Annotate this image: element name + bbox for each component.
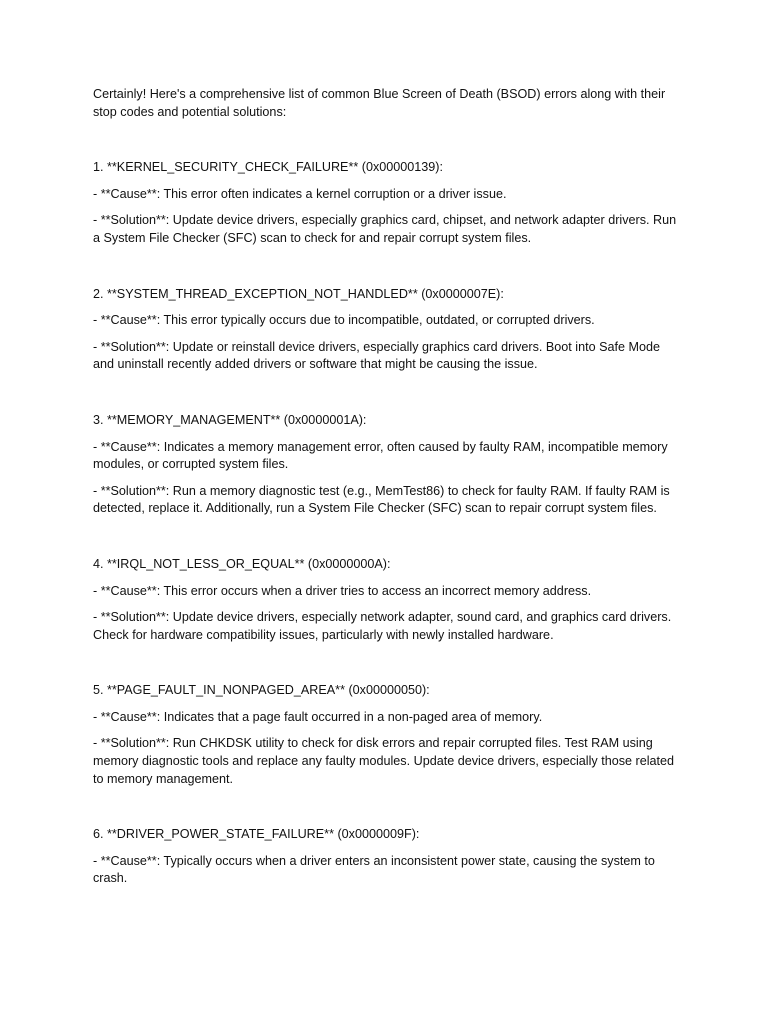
error-solution: - **Solution**: Update or reinstall device drivers, especially graphics card drivers. Boot into Safe Mode and uninstall recently added drivers or software that might be causing the issue.: [93, 339, 660, 372]
error-cause: - **Cause**: This error typically occurs due to incompatible, outdated, or corrupted drivers.: [93, 313, 595, 328]
error-cause: - **Cause**: This error occurs when a driver tries to access an incorrect memory address.: [93, 583, 592, 598]
error-cause: - **Cause**: Indicates a memory management error, often caused by faulty RAM, incompatible memory modules, or corrupted system files.: [93, 439, 668, 472]
error-item-2: [93, 286, 683, 374]
error-solution: - **Solution**: Run a memory diagnostic test (e.g., MemTest86) to check for faulty RAM. If faulty RAM is detected, replace it. Additionally, run a System File Checker (SFC) scan to repair corrupt system files.: [93, 483, 670, 516]
error-item-3: [93, 412, 683, 518]
error-solution: - **Solution**: Update device drivers, especially network adapter, sound card, and graphics card drivers. Check for hardware compatibility issues, particularly with newly installed hardware.: [93, 610, 672, 642]
document-body: [93, 86, 683, 888]
error-heading: 6. **DRIVER_POWER_STATE_FAILURE** (0x0000009F):: [93, 827, 420, 842]
error-solution: - **Solution**: Update device drivers, especially graphics card, chipset, and network adapter drivers. Run a System File Checker (SFC) scan to check for and repair corrupt system files.: [93, 213, 677, 245]
error-solution: - **Solution**: Run CHKDSK utility to check for disk errors and repair corrupted files. Test RAM using memory diagnostic tools and replace any faulty modules. Update device drivers, especially those related to memory management.: [93, 736, 675, 786]
error-heading: 5. **PAGE_FAULT_IN_NONPAGED_AREA** (0x00000050):: [93, 683, 430, 698]
error-heading: 4. **IRQL_NOT_LESS_OR_EQUAL** (0x0000000A):: [93, 556, 391, 571]
error-cause: - **Cause**: Indicates that a page fault occurred in a non-paged area of memory.: [93, 709, 543, 724]
error-cause: - **Cause**: Typically occurs when a driver enters an inconsistent power state, causing the system to crash.: [93, 853, 655, 886]
error-heading: 2. **SYSTEM_THREAD_EXCEPTION_NOT_HANDLED** (0x0000007E):: [93, 286, 504, 301]
error-item-6: [93, 826, 683, 888]
error-item-1: [93, 159, 683, 247]
error-item-4: [93, 556, 683, 644]
error-list: [93, 159, 683, 888]
error-heading: 3. **MEMORY_MANAGEMENT** (0x0000001A):: [93, 412, 367, 427]
error-item-5: [93, 682, 683, 788]
error-cause: - **Cause**: This error often indicates a kernel corruption or a driver issue.: [93, 186, 507, 201]
intro-paragraph: Certainly! Here's a comprehensive list of common Blue Screen of Death (BSOD) errors along with their stop codes and potential solutions:: [93, 87, 666, 119]
error-heading: 1. **KERNEL_SECURITY_CHECK_FAILURE** (0x00000139):: [93, 160, 443, 175]
